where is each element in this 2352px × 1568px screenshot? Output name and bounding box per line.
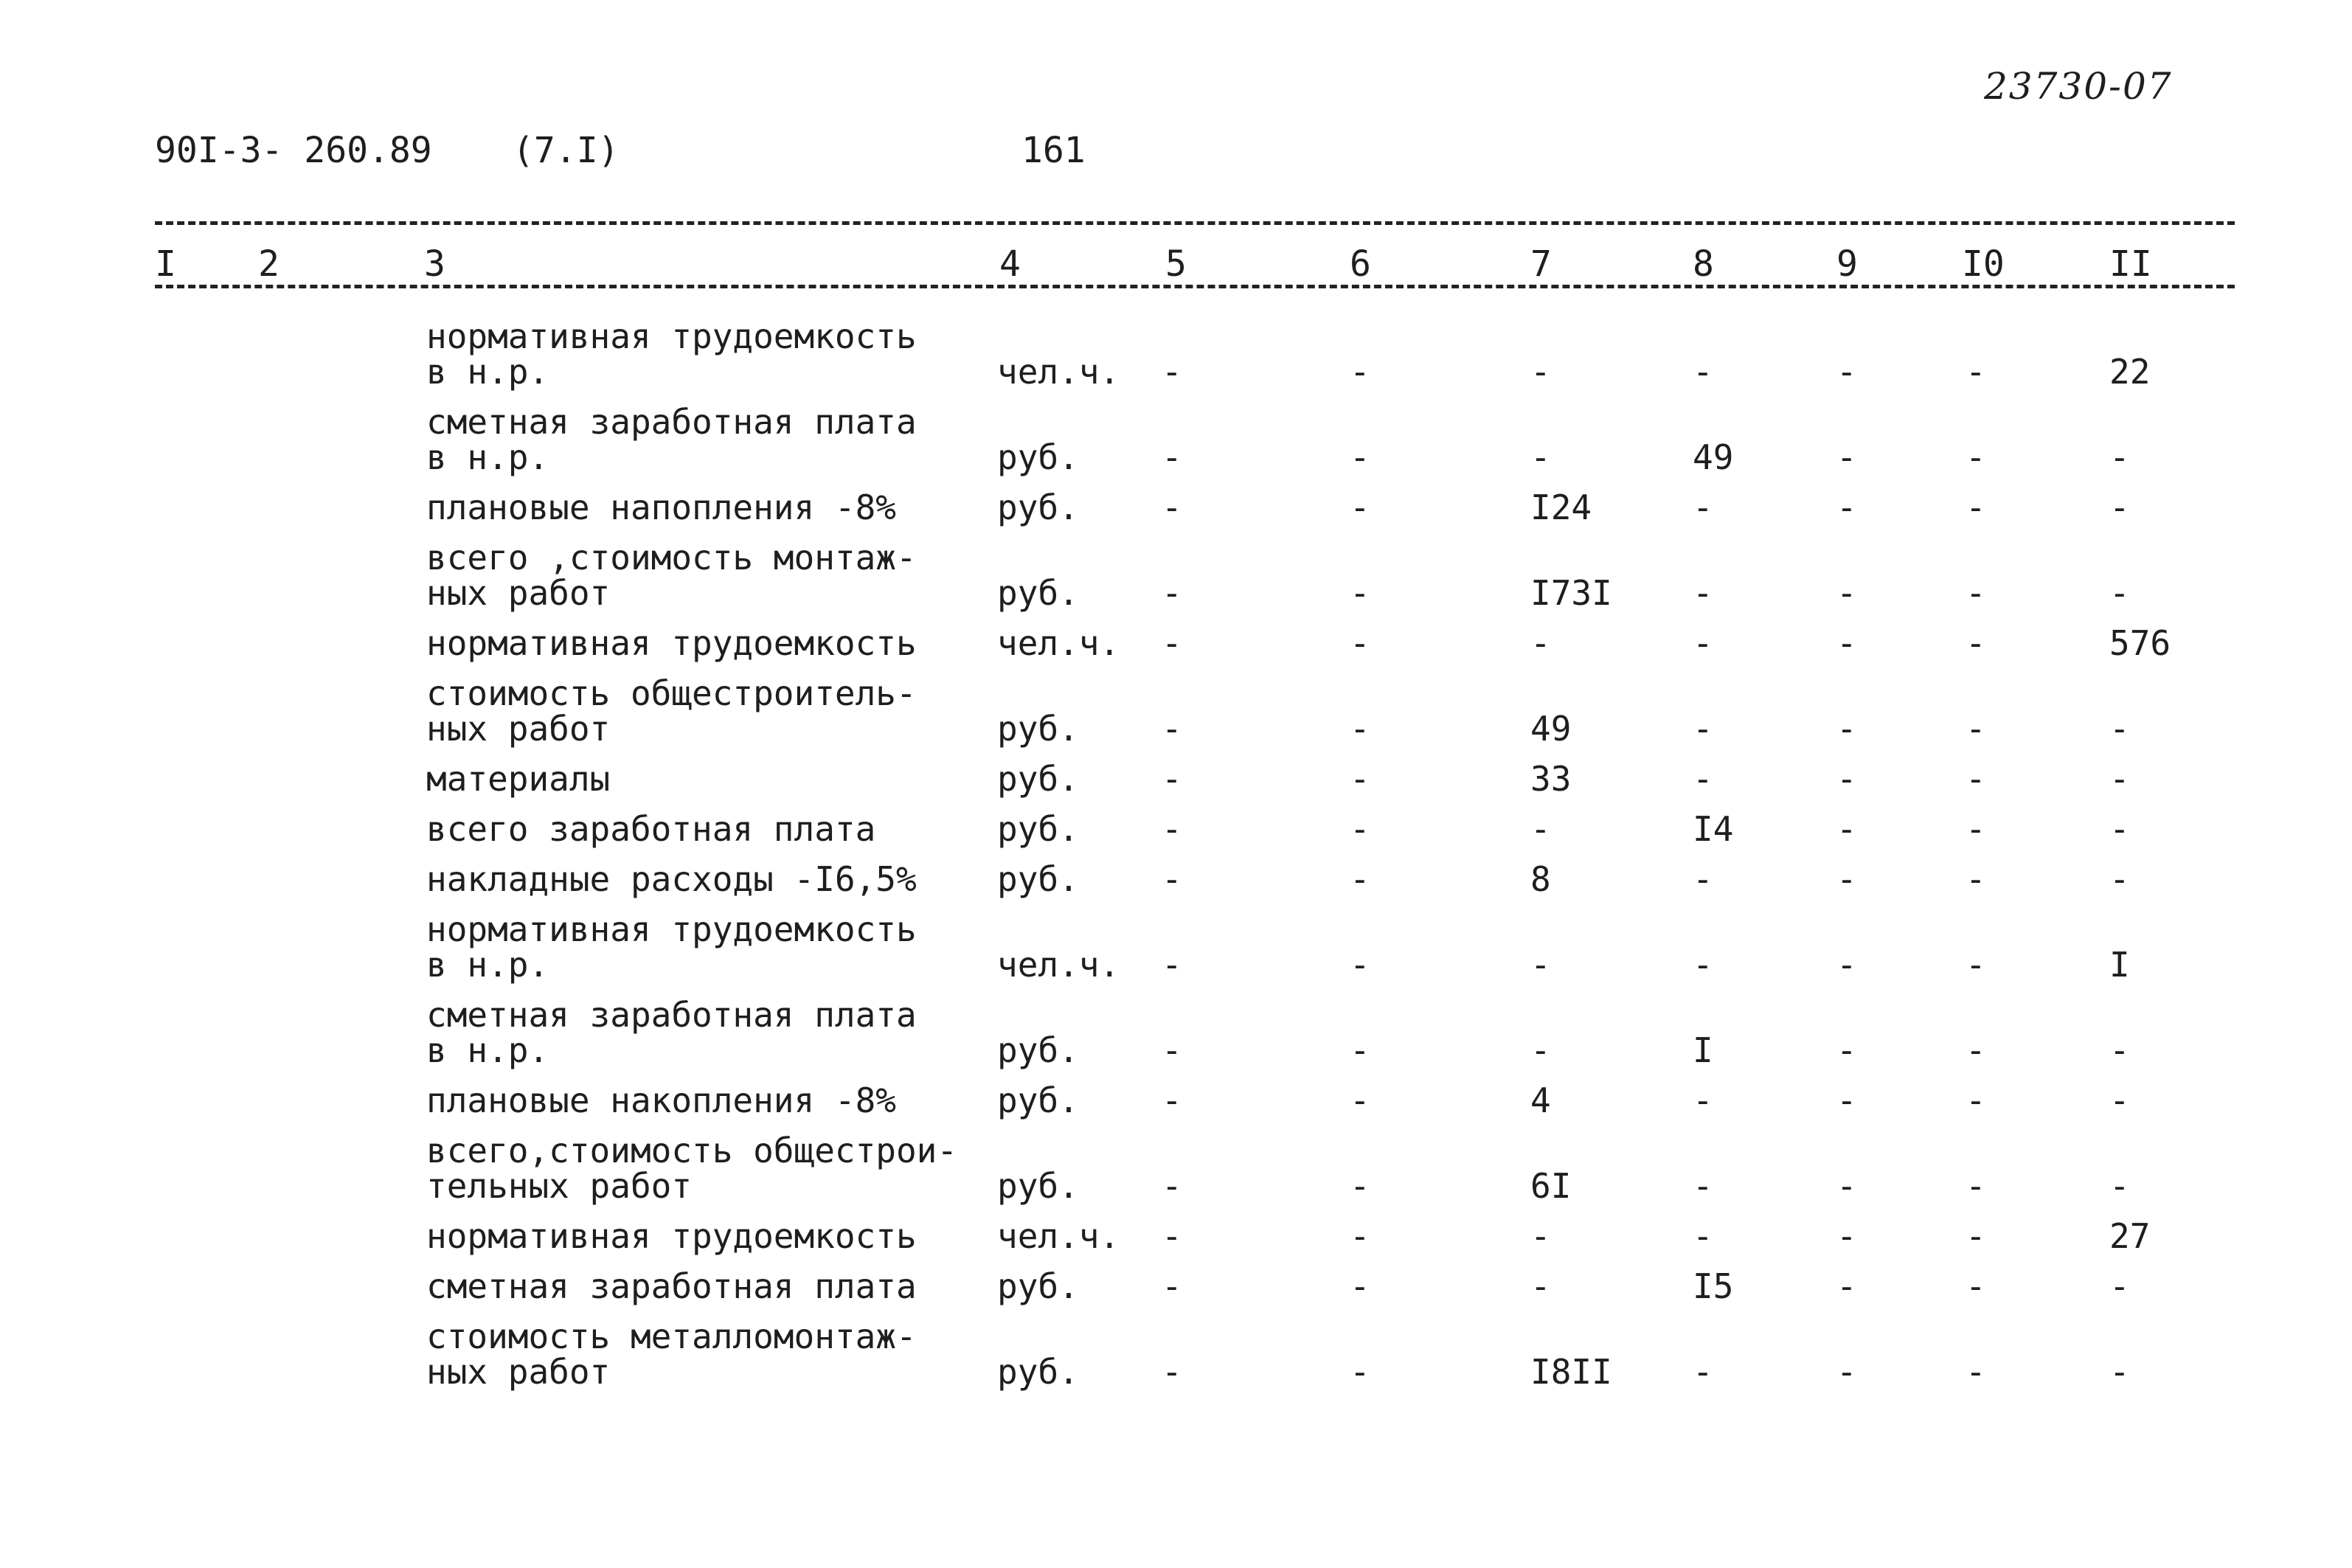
row-value-c5: - (1162, 709, 1182, 749)
row-value-c6: - (1350, 352, 1370, 392)
row-value-c10: - (1966, 1030, 1986, 1070)
column-number: 3 (424, 243, 445, 285)
row-value-c7: 8 (1530, 859, 1551, 899)
row-value-c11: - (2109, 488, 2130, 527)
row-value-c5: - (1162, 809, 1182, 849)
row-value-c11: - (2109, 859, 2130, 899)
row-value-c5: - (1162, 1266, 1182, 1306)
row-value-c11: - (2109, 1166, 2130, 1206)
row-value-c5: - (1162, 437, 1182, 477)
row-value-c7: - (1530, 1266, 1551, 1306)
row-value-c6: - (1350, 709, 1370, 749)
row-value-c7: I8II (1530, 1352, 1612, 1392)
row-value-c10: - (1966, 1216, 1986, 1256)
row-description: тельных работ (426, 1166, 693, 1206)
row-unit: руб. (997, 859, 1079, 899)
column-number: 5 (1165, 243, 1187, 285)
row-value-c6: - (1350, 1030, 1370, 1070)
row-value-c8: 49 (1693, 437, 1734, 477)
row-value-c6: - (1350, 623, 1370, 663)
column-number: 7 (1530, 243, 1552, 285)
row-value-c10: - (1966, 759, 1986, 799)
row-description: в н.р. (426, 437, 549, 477)
row-value-c10: - (1966, 1080, 1986, 1120)
row-value-c11: - (2109, 1030, 2130, 1070)
row-unit: руб. (997, 437, 1079, 477)
row-description: в н.р. (426, 352, 549, 392)
row-description: в н.р. (426, 1030, 549, 1070)
row-value-c6: - (1350, 488, 1370, 527)
row-description: в н.р. (426, 945, 549, 985)
row-value-c8: - (1693, 573, 1713, 613)
row-value-c10: - (1966, 488, 1986, 527)
row-value-c6: - (1350, 1266, 1370, 1306)
row-unit: руб. (997, 1080, 1079, 1120)
row-value-c11: - (2109, 759, 2130, 799)
row-value-c5: - (1162, 352, 1182, 392)
row-value-c10: - (1966, 573, 1986, 613)
row-value-c7: - (1530, 1216, 1551, 1256)
row-value-c8: - (1693, 709, 1713, 749)
row-value-c8: I (1693, 1030, 1713, 1070)
row-value-c10: - (1966, 623, 1986, 663)
row-value-c5: - (1162, 573, 1182, 613)
row-value-c8: - (1693, 1080, 1713, 1120)
row-value-c5: - (1162, 859, 1182, 899)
row-value-c6: - (1350, 759, 1370, 799)
row-value-c8: - (1693, 859, 1713, 899)
row-unit: чел.ч. (997, 1216, 1120, 1256)
row-value-c6: - (1350, 437, 1370, 477)
row-value-c8: I4 (1693, 809, 1734, 849)
row-value-c11: 576 (2109, 623, 2171, 663)
row-value-c5: - (1162, 623, 1182, 663)
row-value-c11: - (2109, 1080, 2130, 1120)
row-description: сметная заработная плата (426, 1266, 917, 1306)
row-value-c8: - (1693, 759, 1713, 799)
row-description: стоимость металломонтаж- (426, 1317, 917, 1356)
row-description: плановые напопления -8% (426, 488, 896, 527)
row-value-c6: - (1350, 1216, 1370, 1256)
row-value-c8: - (1693, 945, 1713, 985)
row-value-c8: - (1693, 1166, 1713, 1206)
row-value-c7: - (1530, 945, 1551, 985)
row-value-c11: 22 (2109, 352, 2151, 392)
row-description: сметная заработная плата (426, 995, 917, 1035)
column-number: 8 (1693, 243, 1714, 285)
column-number: 2 (258, 243, 280, 285)
row-value-c9: - (1836, 1030, 1857, 1070)
row-unit: чел.ч. (997, 623, 1120, 663)
row-value-c7: 6I (1530, 1166, 1572, 1206)
row-value-c8: - (1693, 488, 1713, 527)
row-value-c10: - (1966, 437, 1986, 477)
column-number: 6 (1350, 243, 1371, 285)
row-value-c9: - (1836, 437, 1857, 477)
row-unit: руб. (997, 573, 1079, 613)
archive-stamp: 23730-07 (1984, 65, 2173, 108)
row-value-c9: - (1836, 573, 1857, 613)
row-value-c7: - (1530, 809, 1551, 849)
row-unit: чел.ч. (997, 352, 1120, 392)
row-value-c5: - (1162, 488, 1182, 527)
row-value-c10: - (1966, 945, 1986, 985)
row-value-c10: - (1966, 1352, 1986, 1392)
row-description: нормативная трудоемкость (426, 1216, 917, 1256)
row-unit: руб. (997, 709, 1079, 749)
row-value-c7: 49 (1530, 709, 1572, 749)
row-value-c11: - (2109, 1266, 2130, 1306)
row-unit: руб. (997, 1352, 1079, 1392)
row-description: всего ,стоимость монтаж- (426, 538, 917, 577)
row-value-c5: - (1162, 1216, 1182, 1256)
row-value-c8: - (1693, 623, 1713, 663)
row-value-c6: - (1350, 809, 1370, 849)
section-number: (7.I) (513, 130, 620, 171)
top-rule (155, 221, 2235, 225)
row-value-c8: - (1693, 1216, 1713, 1256)
row-value-c8: - (1693, 352, 1713, 392)
row-value-c10: - (1966, 352, 1986, 392)
row-value-c10: - (1966, 1166, 1986, 1206)
row-value-c11: I (2109, 945, 2130, 985)
row-value-c6: - (1350, 1352, 1370, 1392)
header-rule (155, 285, 2235, 288)
row-value-c8: I5 (1693, 1266, 1734, 1306)
row-value-c10: - (1966, 859, 1986, 899)
row-value-c5: - (1162, 759, 1182, 799)
row-value-c6: - (1350, 1080, 1370, 1120)
row-value-c9: - (1836, 759, 1857, 799)
row-value-c10: - (1966, 1266, 1986, 1306)
row-value-c9: - (1836, 488, 1857, 527)
row-value-c5: - (1162, 1166, 1182, 1206)
row-value-c7: I24 (1530, 488, 1592, 527)
row-description: материалы (426, 759, 611, 799)
row-value-c10: - (1966, 809, 1986, 849)
row-value-c9: - (1836, 352, 1857, 392)
column-number: I0 (1962, 243, 2005, 285)
column-number: I (155, 243, 176, 285)
row-value-c10: - (1966, 709, 1986, 749)
row-description: всего заработная плата (426, 809, 876, 849)
row-value-c9: - (1836, 945, 1857, 985)
row-value-c7: 4 (1530, 1080, 1551, 1120)
row-unit: руб. (997, 1030, 1079, 1070)
row-unit: руб. (997, 759, 1079, 799)
row-description: ных работ (426, 573, 611, 613)
row-value-c9: - (1836, 1166, 1857, 1206)
row-value-c7: - (1530, 623, 1551, 663)
row-value-c8: - (1693, 1352, 1713, 1392)
row-description: нормативная трудоемкость (426, 316, 917, 356)
row-value-c9: - (1836, 1216, 1857, 1256)
row-value-c11: - (2109, 709, 2130, 749)
column-number: II (2109, 243, 2152, 285)
row-description: ных работ (426, 709, 611, 749)
row-value-c11: - (2109, 437, 2130, 477)
row-description: ных работ (426, 1352, 611, 1392)
row-value-c7: I73I (1530, 573, 1612, 613)
row-value-c5: - (1162, 1030, 1182, 1070)
row-value-c11: - (2109, 809, 2130, 849)
row-value-c6: - (1350, 1166, 1370, 1206)
column-number: 4 (999, 243, 1021, 285)
row-value-c9: - (1836, 709, 1857, 749)
row-value-c7: - (1530, 352, 1551, 392)
row-value-c9: - (1836, 1352, 1857, 1392)
row-unit: руб. (997, 809, 1079, 849)
row-description: накладные расходы -I6,5% (426, 859, 917, 899)
row-value-c11: - (2109, 573, 2130, 613)
row-description: плановые накопления -8% (426, 1080, 896, 1120)
row-description: нормативная трудоемкость (426, 909, 917, 949)
document-code: 90I-3- 260.89 (155, 130, 432, 171)
page-number: 161 (1021, 130, 1086, 171)
row-description: сметная заработная плата (426, 402, 917, 442)
row-unit: руб. (997, 1166, 1079, 1206)
row-unit: чел.ч. (997, 945, 1120, 985)
row-value-c7: 33 (1530, 759, 1572, 799)
row-value-c9: - (1836, 859, 1857, 899)
row-description: всего,стоимость общестрои- (426, 1131, 958, 1170)
row-value-c6: - (1350, 859, 1370, 899)
row-unit: руб. (997, 1266, 1079, 1306)
row-description: нормативная трудоемкость (426, 623, 917, 663)
row-value-c5: - (1162, 1080, 1182, 1120)
row-value-c5: - (1162, 945, 1182, 985)
row-value-c6: - (1350, 945, 1370, 985)
row-unit: руб. (997, 488, 1079, 527)
row-description: стоимость общестроитель- (426, 673, 917, 713)
row-value-c7: - (1530, 1030, 1551, 1070)
row-value-c5: - (1162, 1352, 1182, 1392)
row-value-c11: - (2109, 1352, 2130, 1392)
row-value-c9: - (1836, 623, 1857, 663)
row-value-c9: - (1836, 809, 1857, 849)
row-value-c9: - (1836, 1080, 1857, 1120)
row-value-c11: 27 (2109, 1216, 2151, 1256)
column-number: 9 (1836, 243, 1858, 285)
row-value-c6: - (1350, 573, 1370, 613)
row-value-c9: - (1836, 1266, 1857, 1306)
row-value-c7: - (1530, 437, 1551, 477)
